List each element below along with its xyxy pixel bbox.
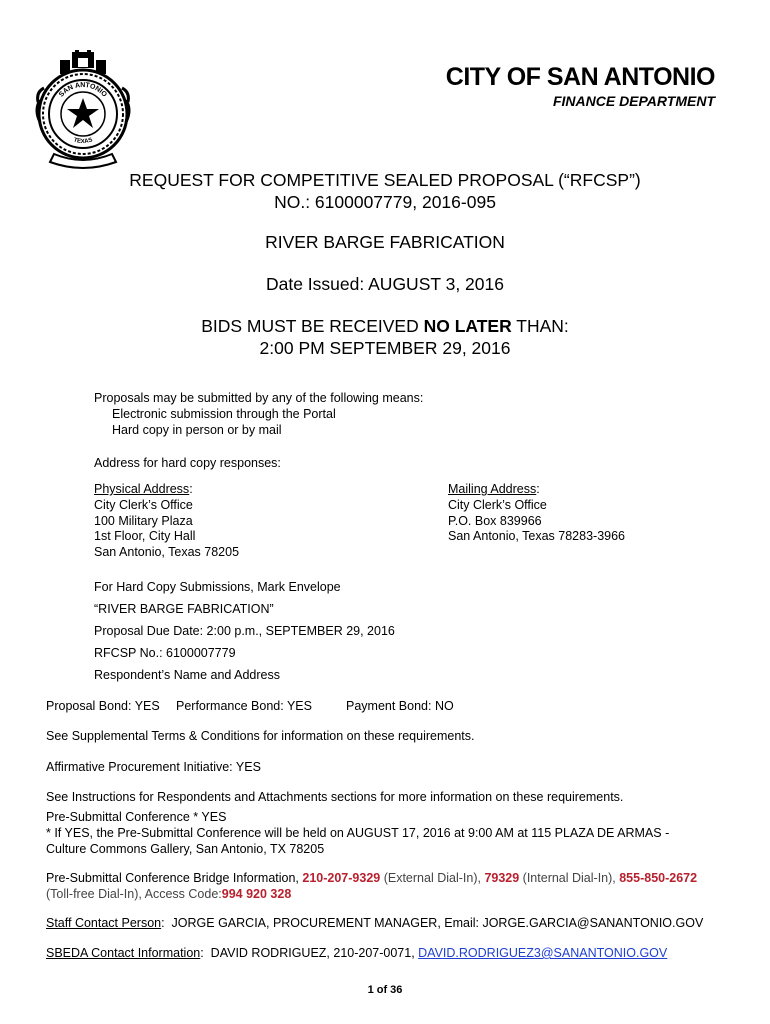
rfcsp-number: NO.: 6100007779, 2016-095 bbox=[274, 192, 496, 212]
physical-address-line: City Clerk’s Office bbox=[94, 498, 193, 512]
submission-means-hardcopy: Hard copy in person or by mail bbox=[112, 423, 282, 437]
project-title: RIVER BARGE FABRICATION bbox=[265, 232, 505, 252]
no-later-emphasis: NO LATER bbox=[423, 316, 512, 336]
access-code-value: 994 920 328 bbox=[221, 887, 292, 901]
mailing-address-line: City Clerk’s Office bbox=[448, 498, 547, 512]
instructions-note: See Instructions for Respondents and Attachments sections for more information on these requirements. bbox=[46, 790, 624, 804]
city-seal-logo bbox=[34, 50, 132, 170]
presubmittal-conference: Pre-Submittal Conference * YES bbox=[46, 810, 227, 824]
physical-address-heading: Physical Address: bbox=[94, 482, 193, 496]
tollfree-dial-in-number: 855-850-2672 bbox=[619, 871, 698, 885]
address-intro: Address for hard copy responses: bbox=[94, 456, 281, 470]
affirmative-procurement: Affirmative Procurement Initiative: YES bbox=[46, 760, 261, 774]
envelope-intro: For Hard Copy Submissions, Mark Envelope bbox=[94, 580, 341, 594]
envelope-due-date: Proposal Due Date: 2:00 p.m., SEPTEMBER 29, 2016 bbox=[94, 624, 395, 638]
physical-address-line: 1st Floor, City Hall bbox=[94, 529, 196, 543]
external-dial-in-number: 210-207-9329 bbox=[302, 871, 381, 885]
sbeda-email-link[interactable]: DAVID.RODRIGUEZ3@SANANTONIO.GOV bbox=[418, 946, 668, 960]
bids-deadline-heading: BIDS MUST BE RECEIVED NO LATER THAN: bbox=[201, 316, 569, 336]
envelope-project-name: “RIVER BARGE FABRICATION” bbox=[94, 602, 274, 616]
mailing-address-line: San Antonio, Texas 78283-3966 bbox=[448, 529, 625, 543]
physical-address-line: San Antonio, Texas 78205 bbox=[94, 545, 240, 559]
presubmittal-details: * If YES, the Pre-Submittal Conference will be held on AUGUST 17, 2016 at 9:00 AM at 115 PLAZA DE ARMAS - bbox=[46, 826, 670, 840]
seal-text-top: SAN ANTONIO bbox=[58, 81, 108, 99]
performance-bond: Performance Bond: YES bbox=[176, 699, 312, 713]
physical-address-line: 100 Military Plaza bbox=[94, 514, 193, 528]
bridge-access-code: (Toll-free Dial-In), Access Code:994 920 328 bbox=[46, 887, 292, 901]
internal-dial-in-number: 79329 bbox=[484, 871, 520, 885]
presubmittal-location: Culture Commons Gallery, San Antonio, TX 78205 bbox=[46, 842, 325, 856]
mailing-address-line: P.O. Box 839966 bbox=[448, 514, 542, 528]
bridge-info: Pre-Submittal Conference Bridge Information, 210-207-9329 (External Dial-In), 79329 (Internal Dial-In), 855-850-2672 bbox=[46, 871, 698, 885]
city-title: CITY OF SAN ANTONIO bbox=[445, 63, 715, 91]
envelope-rfcsp-number: RFCSP No.: 6100007779 bbox=[94, 646, 236, 660]
staff-contact: Staff Contact Person: JORGE GARCIA, PROCUREMENT MANAGER, Email: JORGE.GARCIA@SANANTONIO.GOV bbox=[46, 916, 704, 930]
date-issued: Date Issued: AUGUST 3, 2016 bbox=[265, 274, 504, 294]
submission-means-electronic: Electronic submission through the Portal bbox=[112, 407, 336, 421]
envelope-respondent: Respondent’s Name and Address bbox=[94, 668, 280, 682]
sbeda-contact: SBEDA Contact Information: DAVID RODRIGUEZ, 210-207-0071, DAVID.RODRIGUEZ3@SANANTONIO.GOV bbox=[46, 946, 668, 960]
supplemental-terms-note: See Supplemental Terms & Conditions for information on these requirements. bbox=[46, 729, 475, 743]
rfcsp-title: REQUEST FOR COMPETITIVE SEALED PROPOSAL (“RFCSP”) bbox=[129, 170, 641, 190]
department-name: FINANCE DEPARTMENT bbox=[552, 93, 715, 109]
submission-intro: Proposals may be submitted by any of the following means: bbox=[94, 391, 424, 405]
payment-bond: Payment Bond: NO bbox=[346, 699, 454, 713]
mailing-address-heading: Mailing Address: bbox=[448, 482, 540, 496]
proposal-bond: Proposal Bond: YES bbox=[46, 699, 160, 713]
bids-deadline-date: 2:00 PM SEPTEMBER 29, 2016 bbox=[259, 338, 511, 358]
page-number: 1 of 36 bbox=[367, 984, 403, 996]
seal-text-bottom: TEXAS bbox=[72, 137, 94, 146]
